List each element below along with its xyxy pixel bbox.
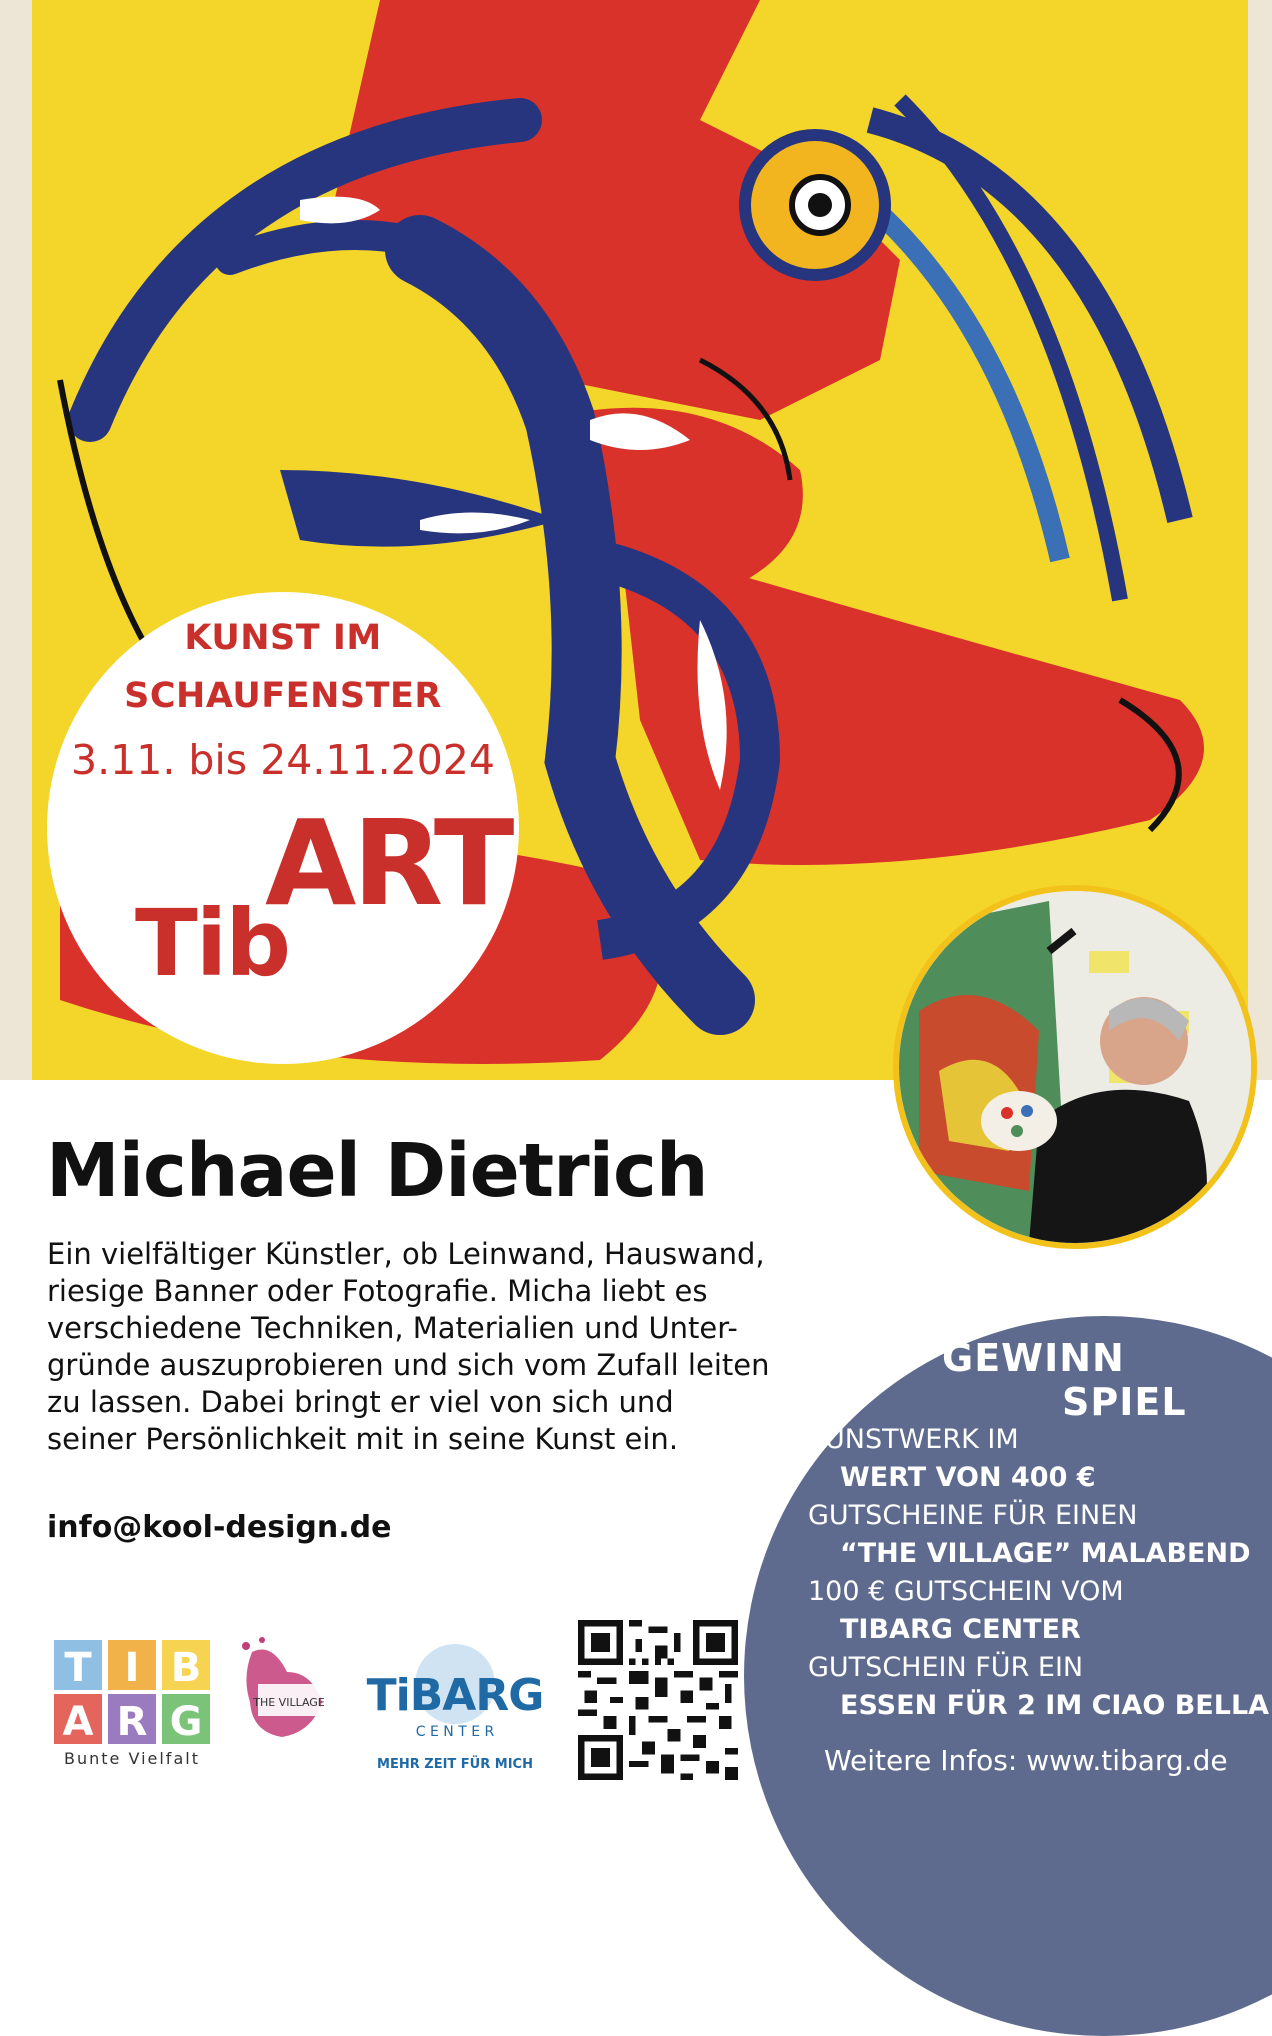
raffle-title-line1: GEWINN — [942, 1336, 1125, 1380]
tibarg-bunte-vielfalt-logo — [50, 1636, 216, 1772]
tib-letter: T — [64, 1645, 92, 1691]
bio-line: seiner Persönlichkeit mit in seine Kunst ein. — [47, 1422, 679, 1456]
prize-detail: ESSEN FÜR 2 IM CIAO BELLA — [840, 1690, 1270, 1721]
qr-code[interactable] — [578, 1620, 738, 1780]
tib-letter: R — [116, 1699, 148, 1745]
raffle-title-line2: SPIEL — [1062, 1380, 1187, 1424]
tibarg-center-name: TiBARG — [366, 1670, 544, 1721]
prize-label: GUTSCHEINE FÜR EINEN — [808, 1500, 1138, 1531]
contact-email[interactable]: info@kool-design.de — [47, 1510, 392, 1545]
tibarg-center-tagline: MEHR ZEIT FÜR MICH — [377, 1757, 533, 1772]
tib-tagline: Bunte Vielfalt — [64, 1749, 200, 1768]
brand-logo-tib: Tib — [135, 890, 290, 997]
artist-bio — [47, 1236, 847, 1458]
bio-line: zu lassen. Dabei bringt er viel von sich und — [47, 1385, 674, 1419]
prize-label: KUNSTWERK IM — [808, 1424, 1019, 1455]
more-info-link[interactable]: Weitere Infos: www.tibarg.de — [824, 1744, 1228, 1777]
event-title-line1: KUNST IM — [184, 618, 382, 658]
tib-letter: G — [169, 1699, 203, 1745]
bio-line: gründe auszuprobieren und sich vom Zufall leiten — [47, 1348, 770, 1382]
tibarg-center-logo — [362, 1640, 548, 1776]
prize-label: GUTSCHEIN FÜR EIN — [808, 1652, 1084, 1683]
tibarg-center-sub: C E N T E R — [415, 1724, 495, 1740]
tib-letter: B — [170, 1645, 202, 1691]
bio-line: verschiedene Techniken, Materialien und Unter- — [47, 1311, 738, 1345]
prize-detail: “THE VILLAGE” MALABEND — [840, 1538, 1251, 1569]
tib-letter: A — [62, 1699, 94, 1745]
artist-name: Michael Dietrich — [46, 1128, 708, 1214]
event-title-line2: SCHAUFENSTER — [124, 676, 442, 716]
tib-letter: I — [124, 1645, 140, 1691]
prize-detail: WERT VON 400 € — [840, 1462, 1096, 1493]
brand-logo-art: ART — [265, 794, 511, 932]
raffle-circle — [744, 1316, 1272, 2036]
bio-line: riesige Banner oder Fotografie. Micha liebt es — [47, 1274, 708, 1308]
artist-photo — [893, 885, 1257, 1249]
event-info-circle — [47, 592, 519, 1064]
village-logo-text: THE VILLAGE — [253, 1696, 325, 1709]
the-village-logo — [232, 1632, 342, 1752]
prize-label: 100 € GUTSCHEIN VOM — [808, 1576, 1124, 1607]
event-dates: 3.11. bis 24.11.2024 — [71, 736, 495, 784]
prize-detail: TIBARG CENTER — [840, 1614, 1081, 1645]
bio-line: Ein vielfältiger Künstler, ob Leinwand, Hauswand, — [47, 1237, 765, 1271]
